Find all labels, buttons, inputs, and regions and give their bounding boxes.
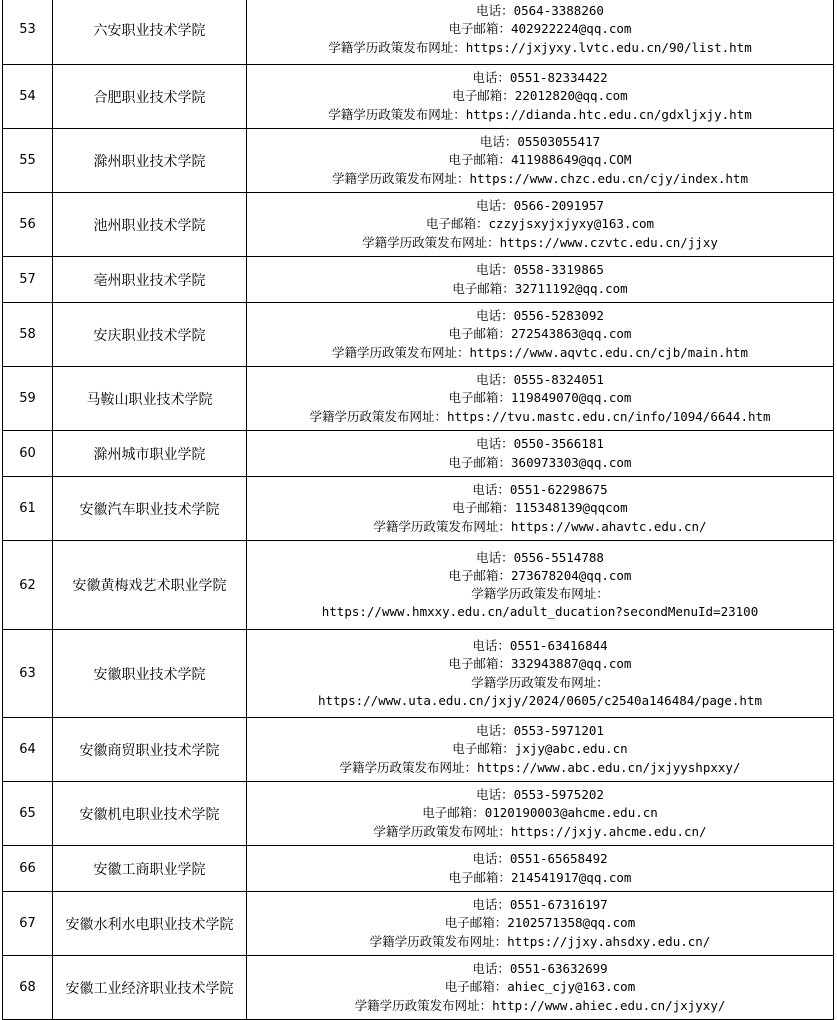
contact-line: 学籍学历政策发布网址：http://www.ahiec.edu.cn/jxjyxy/	[354, 997, 726, 1013]
contact-line: 电子邮箱：273678204@qq.com	[448, 567, 632, 583]
contact-info	[247, 367, 834, 431]
contact-line: 电子邮箱：115348139@qqcom	[452, 500, 628, 516]
row-number: 62	[3, 541, 53, 630]
college-name: 六安职业技术学院	[53, 0, 247, 65]
contact-line: 学籍学历政策发布网址：https://tvu.mastc.edu.cn/info/1094/6644.htm	[309, 408, 771, 424]
row-number: 63	[3, 630, 53, 718]
table-row	[3, 431, 834, 477]
contact-line: 电子邮箱：ahiec_cjy@163.com	[444, 979, 636, 995]
contact-info	[247, 477, 834, 541]
contact-line: 电话：0551-82334422	[472, 70, 608, 86]
contact-line: 电话：0553-5971201	[476, 723, 604, 739]
row-number: 56	[3, 193, 53, 257]
contact-line: 电子邮箱：0120190003@ahcme.edu.cn	[422, 805, 658, 821]
college-name: 安徽机电职业技术学院	[53, 782, 247, 846]
contact-info	[247, 193, 834, 257]
contact-line: 学籍学历政策发布网址：https://jxjyxy.lvtc.edu.cn/90/list.htm	[328, 39, 752, 55]
contact-line: 电话：0551-62298675	[472, 482, 608, 498]
college-name: 合肥职业技术学院	[53, 65, 247, 129]
contact-line: 电话：0553-5975202	[476, 787, 604, 803]
contact-info	[247, 846, 834, 892]
college-name: 滁州城市职业学院	[53, 431, 247, 477]
table-row	[3, 0, 834, 65]
contact-info	[247, 431, 834, 477]
contact-info	[247, 630, 834, 718]
college-name: 安徽水利水电职业技术学院	[53, 892, 247, 956]
contact-line: 学籍学历政策发布网址：https://jxjy.ahcme.edu.cn/	[373, 823, 707, 839]
row-number: 66	[3, 846, 53, 892]
table-row	[3, 477, 834, 541]
row-number: 55	[3, 129, 53, 193]
contact-line: 电话：0551-65658492	[472, 851, 608, 867]
table-row	[3, 193, 834, 257]
table-row	[3, 630, 834, 718]
contact-info	[247, 541, 834, 630]
contact-line: 学籍学历政策发布网址：	[471, 586, 609, 601]
contact-line: 电话：0564-3388260	[476, 3, 604, 19]
table-row	[3, 892, 834, 956]
college-name: 池州职业技术学院	[53, 193, 247, 257]
college-name: 安徽汽车职业技术学院	[53, 477, 247, 541]
college-name: 滁州职业技术学院	[53, 129, 247, 193]
contact-info	[247, 718, 834, 782]
college-name: 安庆职业技术学院	[53, 303, 247, 367]
row-number: 64	[3, 718, 53, 782]
row-number: 53	[3, 0, 53, 65]
table-row	[3, 718, 834, 782]
college-name: 安徽工业经济职业技术学院	[53, 956, 247, 1020]
contact-info	[247, 782, 834, 846]
contact-info	[247, 892, 834, 956]
contact-line: 学籍学历政策发布网址：https://www.abc.edu.cn/jxjyyshpxxy/	[339, 759, 741, 775]
table-row	[3, 303, 834, 367]
table-row	[3, 956, 834, 1020]
contact-line: 电话：0566-2091957	[476, 198, 604, 214]
table-row	[3, 257, 834, 303]
contact-info	[247, 956, 834, 1020]
college-name: 安徽商贸职业技术学院	[53, 718, 247, 782]
college-contact-table	[2, 0, 834, 1020]
table-row	[3, 782, 834, 846]
row-number: 67	[3, 892, 53, 956]
contact-line: 电话：0556-5283092	[476, 308, 604, 324]
contact-line: 学籍学历政策发布网址：https://jjxy.ahsdxy.edu.cn/	[369, 933, 711, 949]
contact-info	[247, 257, 834, 303]
college-name: 安徽职业技术学院	[53, 630, 247, 718]
contact-line: 电话：05503055417	[479, 134, 601, 150]
row-number: 60	[3, 431, 53, 477]
contact-info	[247, 65, 834, 129]
contact-info	[247, 0, 834, 65]
contact-line: 电子邮箱：332943887@qq.com	[448, 656, 632, 672]
contact-line: 电话：0551-63416844	[472, 638, 608, 654]
contact-line: 电子邮箱：360973303@qq.com	[448, 454, 632, 470]
row-number: 59	[3, 367, 53, 431]
contact-line: 电话：0555-8324051	[476, 372, 604, 388]
table-row	[3, 367, 834, 431]
contact-line: 电子邮箱：czzyjsxyjxjyxy@163.com	[425, 216, 655, 232]
contact-line: 学籍学历政策发布网址：https://www.aqvtc.edu.cn/cjb/main.htm	[332, 344, 748, 360]
contact-info	[247, 129, 834, 193]
contact-line: 电子邮箱：22012820@qq.com	[452, 88, 628, 104]
contact-line: 电子邮箱：jxjy@abc.edu.cn	[452, 741, 628, 757]
table-body	[3, 0, 834, 1020]
college-name: 安徽黄梅戏艺术职业学院	[53, 541, 247, 630]
contact-line: 电话：0556-5514788	[476, 549, 604, 565]
college-name: 亳州职业技术学院	[53, 257, 247, 303]
contact-line: 电子邮箱：272543863@qq.com	[448, 326, 632, 342]
table-row	[3, 65, 834, 129]
contact-line: 学籍学历政策发布网址：	[471, 674, 609, 690]
contact-line: 学籍学历政策发布网址：https://www.czvtc.edu.cn/jjxy	[362, 234, 718, 250]
contact-line: 电话：0550-3566181	[476, 436, 604, 452]
college-name: 安徽工商职业学院	[53, 846, 247, 892]
table-row	[3, 541, 834, 630]
row-number: 68	[3, 956, 53, 1020]
contact-line: 电子邮箱：2102571358@qq.com	[444, 915, 636, 931]
contact-line: 学籍学历政策发布网址：https://www.ahavtc.edu.cn/	[373, 518, 707, 534]
contact-line: 电子邮箱：32711192@qq.com	[452, 280, 628, 296]
row-number: 65	[3, 782, 53, 846]
college-name: 马鞍山职业技术学院	[53, 367, 247, 431]
row-number: 58	[3, 303, 53, 367]
contact-line: 电子邮箱：119849070@qq.com	[448, 390, 632, 406]
contact-line: 电子邮箱：214541917@qq.com	[448, 869, 632, 885]
contact-line: 学籍学历政策发布网址：https://www.chzc.edu.cn/cjy/index.htm	[332, 170, 748, 186]
contact-line: 电子邮箱：402922224@qq.com	[448, 21, 632, 37]
contact-line: 电话：0558-3319865	[476, 262, 604, 278]
contact-line: 电话：0551-67316197	[472, 897, 608, 913]
table-row	[3, 129, 834, 193]
contact-info	[247, 303, 834, 367]
contact-line: https://www.uta.edu.cn/jxjy/2024/0605/c2540a146484/page.htm	[317, 692, 762, 708]
contact-line: 电话：0551-63632699	[472, 961, 608, 977]
contact-line: 学籍学历政策发布网址：https://dianda.htc.edu.cn/gdxljxjy.htm	[328, 106, 752, 122]
table-row	[3, 846, 834, 892]
row-number: 61	[3, 477, 53, 541]
row-number: 54	[3, 65, 53, 129]
contact-line: 电子邮箱：411988649@qq.COM	[448, 152, 632, 168]
contact-line: https://www.hmxxy.edu.cn/adult_ducation?secondMenuId=23100	[321, 604, 759, 620]
row-number: 57	[3, 257, 53, 303]
